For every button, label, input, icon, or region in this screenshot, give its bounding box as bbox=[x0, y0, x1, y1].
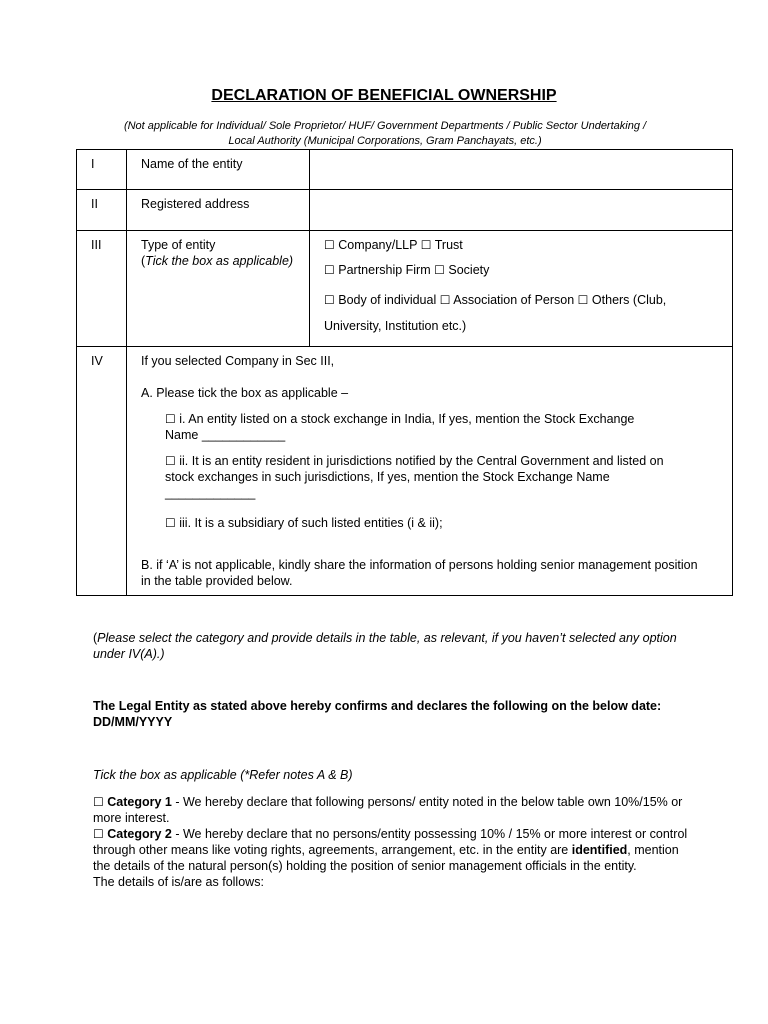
category2-option bbox=[93, 826, 693, 874]
option-subsidiary bbox=[141, 515, 722, 531]
row-registered-address bbox=[77, 190, 733, 231]
row-type-of-entity bbox=[77, 231, 733, 347]
option-i-line1 bbox=[165, 411, 722, 427]
category2-checkbox[interactable]: ☐ bbox=[93, 827, 104, 841]
hint-text: Tick the box as applicable) bbox=[145, 254, 294, 268]
trust-checkbox[interactable]: ☐ bbox=[420, 238, 432, 252]
option-iii-line bbox=[165, 515, 722, 531]
entity-type-line1 bbox=[324, 237, 732, 254]
entity-type-line4 bbox=[324, 313, 732, 339]
category2-label: Category 2 bbox=[107, 827, 172, 841]
page-title: DECLARATION OF BENEFICIAL OWNERSHIP bbox=[211, 87, 557, 104]
type-of-entity-hint bbox=[141, 253, 309, 269]
option-i-line2: Name ____________ bbox=[165, 428, 286, 442]
option-ii-text: ii. It is an entity resident in jurisdictions notified by the Central Government and listed on bbox=[179, 454, 664, 468]
partnership-checkbox[interactable]: ☐ bbox=[324, 263, 335, 277]
type-of-entity-label: Type of entity bbox=[141, 238, 216, 252]
body-of-individual-label: Body of individual bbox=[338, 293, 437, 307]
registered-address-field[interactable] bbox=[310, 190, 733, 231]
row-number: IV bbox=[77, 347, 127, 596]
row-label bbox=[127, 231, 310, 347]
note-paren: ( bbox=[93, 631, 98, 645]
category-options bbox=[93, 794, 693, 890]
row-number: II bbox=[77, 190, 127, 231]
category1-text: - We hereby declare that following persons/ entity noted in the below table own 10%/15% or more interest. bbox=[93, 795, 683, 825]
applicability-note-line1: (Not applicable for Individual/ Sole Proprietor/ HUF/ Government Departments / Public Sector Undertaking / bbox=[123, 120, 647, 132]
row-number: I bbox=[77, 150, 127, 190]
company-listing-section bbox=[127, 347, 733, 596]
subsidiary-checkbox[interactable]: ☐ bbox=[165, 516, 176, 530]
details-intro: The details of is/are as follows: bbox=[93, 875, 264, 889]
section-iv-b-line1: B. if ‘A’ is not applicable, kindly share the information of persons holding senior management position bbox=[141, 558, 698, 572]
category-selection-note bbox=[93, 630, 693, 662]
category1-checkbox[interactable]: ☐ bbox=[93, 795, 104, 809]
listed-india-checkbox[interactable]: ☐ bbox=[165, 412, 176, 426]
listed-abroad-checkbox[interactable]: ☐ bbox=[165, 454, 176, 468]
entity-type-line2 bbox=[324, 262, 732, 279]
row-label: Registered address bbox=[127, 190, 310, 231]
hint-paren: ( bbox=[141, 254, 146, 268]
applicability-note-line2: Local Authority (Municipal Corporations, Gram Panchayats, etc.) bbox=[228, 135, 542, 147]
category2-identified: identified bbox=[571, 843, 628, 857]
others-checkbox[interactable]: ☐ bbox=[577, 293, 589, 307]
others-label-cont: University, Institution etc.) bbox=[324, 319, 467, 333]
tick-instruction: Tick the box as applicable (*Refer notes A & B) bbox=[93, 768, 353, 782]
category1-option bbox=[93, 794, 693, 826]
category2-text-a: - We hereby declare that no persons/entity possessing 10% / 15% or more interest or control through other means like voting rights, agreements, arrangement, etc. in the entity are bbox=[93, 827, 688, 857]
option-ii-line1 bbox=[165, 453, 722, 469]
society-checkbox[interactable]: ☐ bbox=[434, 263, 445, 277]
section-iv-b-line2: in the table provided below. bbox=[141, 574, 293, 588]
row-number: III bbox=[77, 231, 127, 347]
category2-text-b: , mention the details of the natural person(s) holding the position of senior management officials in the entity. bbox=[93, 843, 679, 873]
category1-label: Category 1 bbox=[107, 795, 172, 809]
entity-type-line3 bbox=[324, 287, 732, 313]
others-label: Others (Club, bbox=[591, 293, 667, 307]
row-label: Name of the entity bbox=[127, 150, 310, 190]
declaration-statement: The Legal Entity as stated above hereby confirms and declares the following on the below date: DD/MM/YYYY bbox=[93, 699, 662, 729]
company-llp-checkbox[interactable]: ☐ bbox=[324, 238, 335, 252]
section-iv-a-heading: A. Please tick the box as applicable – bbox=[141, 386, 349, 400]
entity-type-options bbox=[310, 231, 733, 347]
company-llp-label: Company/LLP bbox=[338, 238, 418, 252]
option-listed-india bbox=[141, 411, 722, 443]
entity-details-table bbox=[76, 149, 733, 596]
body-of-individual-checkbox[interactable]: ☐ bbox=[324, 293, 335, 307]
applicability-note bbox=[90, 119, 680, 149]
option-iii-text: iii. It is a subsidiary of such listed entities (i & ii); bbox=[179, 516, 443, 530]
option-i-text: i. An entity listed on a stock exchange in India, If yes, mention the Stock Exchange bbox=[179, 412, 635, 426]
option-ii-line3: _____________ bbox=[165, 486, 256, 500]
section-iv-intro: If you selected Company in Sec III, bbox=[141, 354, 335, 368]
society-label: Society bbox=[448, 263, 490, 277]
partnership-label: Partnership Firm bbox=[338, 263, 431, 277]
note-text: Please select the category and provide details in the table, as relevant, if you haven’t selected any option under IV(A).) bbox=[93, 631, 677, 661]
trust-label: Trust bbox=[434, 238, 463, 252]
aop-label: Association of Person bbox=[453, 293, 575, 307]
option-listed-abroad bbox=[141, 453, 722, 501]
aop-checkbox[interactable]: ☐ bbox=[439, 293, 451, 307]
row-company-listing bbox=[77, 347, 733, 596]
row-name-of-entity bbox=[77, 150, 733, 190]
option-ii-line2: stock exchanges in such jurisdictions, If yes, mention the Stock Exchange Name bbox=[165, 470, 610, 484]
entity-name-field[interactable] bbox=[310, 150, 733, 190]
